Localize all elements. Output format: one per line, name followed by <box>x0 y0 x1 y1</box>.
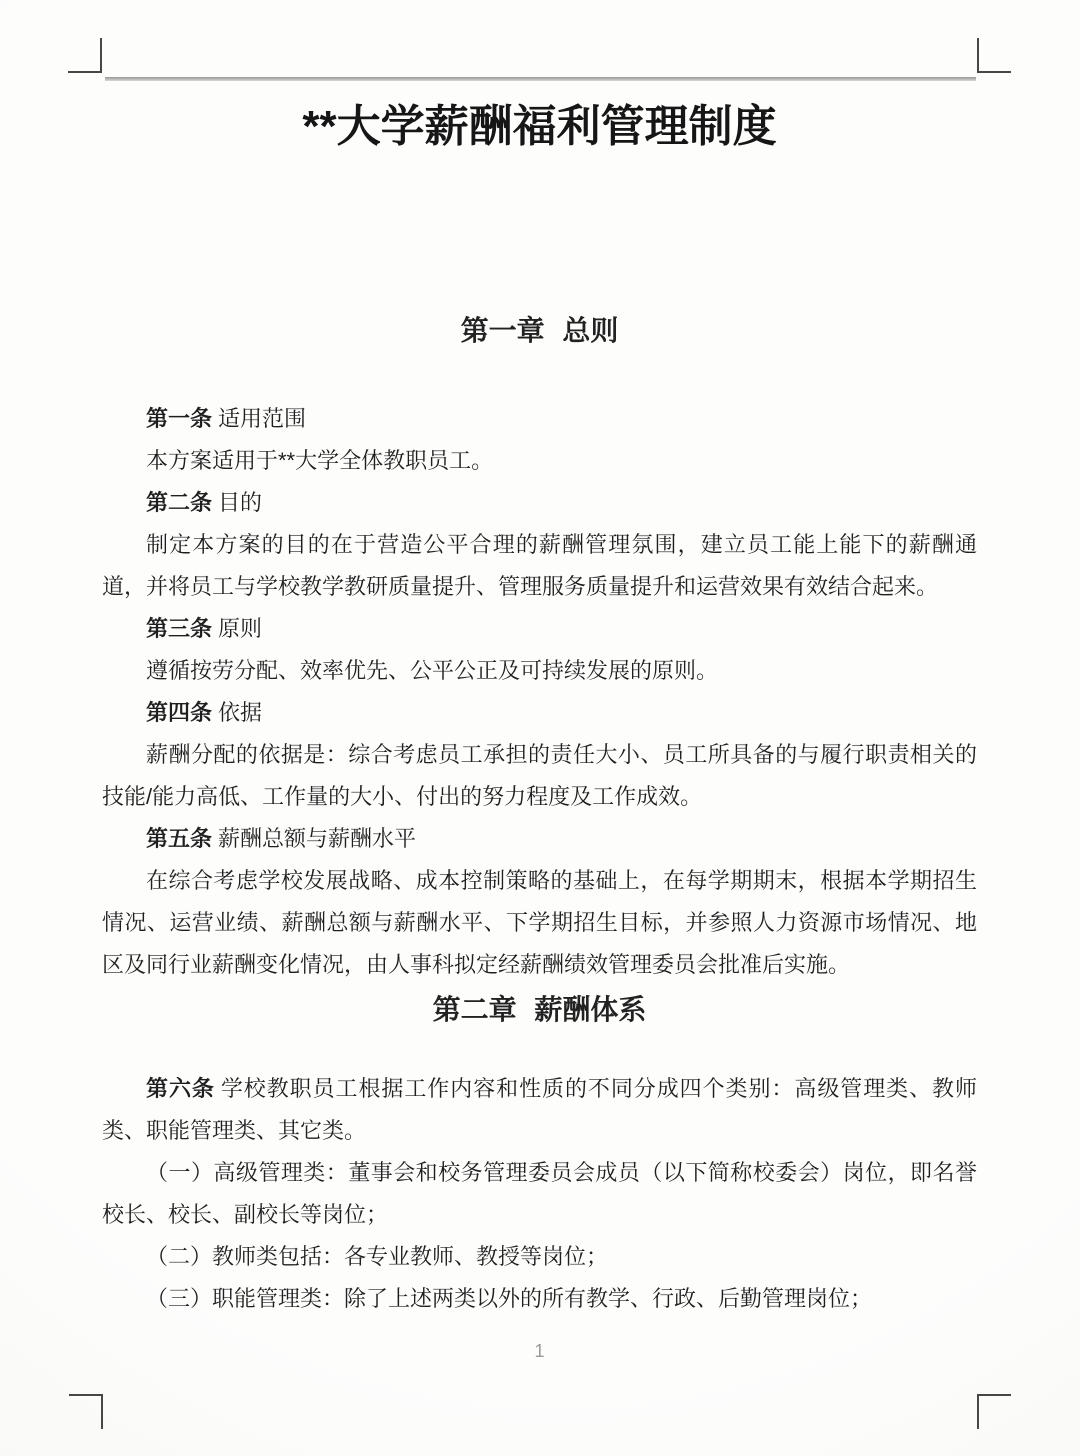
crop-mark-bottom-left <box>69 1394 103 1429</box>
article-4-body: 薪酬分配的依据是：综合考虑员工承担的责任大小、员工所具备的与履行职责相关的技能/能力高低、工作量的大小、付出的努力程度及工作成效。 <box>102 742 977 809</box>
article-2-number: 第二条 <box>146 490 213 515</box>
list-item-1: （一）高级管理类：董事会和校务管理委员会成员（以下简称校委会）岗位，即名誉校长、校长、副校长等岗位； <box>102 1160 977 1227</box>
crop-mark-bottom-right <box>977 1394 1011 1429</box>
article-4-number: 第四条 <box>146 700 213 725</box>
article-4-title <box>102 692 977 734</box>
article-6-body-text: 学校教职员工根据工作内容和性质的不同分成四个类别：高级管理类、教师类、职能管理类、其它类。 <box>102 1076 977 1143</box>
chapter-1-body <box>102 398 977 986</box>
article-3-number: 第三条 <box>146 616 213 641</box>
list-item-2: （二）教师类包括：各专业教师、教授等岗位； <box>146 1244 609 1269</box>
list-item-3: （三）职能管理类：除了上述两类以外的所有教学、行政、后勤管理岗位； <box>146 1286 873 1311</box>
article-2-title <box>102 482 977 524</box>
article-1-title <box>102 398 977 440</box>
crop-mark-top-right <box>977 38 1011 73</box>
article-6-title <box>102 1068 977 1152</box>
article-3-title <box>102 608 977 650</box>
chapter-1-heading: 第一章 总则 <box>460 315 619 346</box>
chapter-2-body <box>102 1068 977 1320</box>
page-number: 1 <box>534 1341 545 1361</box>
article-6-number: 第六条 <box>146 1076 215 1101</box>
article-5-title <box>102 818 977 860</box>
article-1-title-text: 适用范围 <box>218 406 307 431</box>
document-title: **大学薪酬福利管理制度 <box>302 102 777 151</box>
crop-mark-top-left <box>68 38 102 73</box>
article-1-number: 第一条 <box>146 406 213 431</box>
article-5-body: 在综合考虑学校发展战略、成本控制策略的基础上，在每学期期末，根据本学期招生情况、运营业绩、薪酬总额与薪酬水平、下学期招生目标，并参照人力资源市场情况、地区及同行业薪酬变化情况，由人事科拟定经薪酬绩效管理委员会批准后实施。 <box>102 868 977 977</box>
article-5-title-text: 薪酬总额与薪酬水平 <box>218 826 417 851</box>
article-3-body: 遵循按劳分配、效率优先、公平公正及可持续发展的原则。 <box>146 658 719 683</box>
article-3-title-text: 原则 <box>218 616 263 641</box>
article-1-body: 本方案适用于**大学全体教职员工。 <box>146 448 494 473</box>
article-2-body: 制定本方案的目的在于营造公平合理的薪酬管理氛围，建立员工能上能下的薪酬通道，并将员工与学校教学教研质量提升、管理服务质量提升和运营效果有效结合起来。 <box>102 532 977 599</box>
article-2-title-text: 目的 <box>218 490 263 515</box>
article-5-number: 第五条 <box>146 826 213 851</box>
chapter-2-heading: 第二章 薪酬体系 <box>432 994 647 1025</box>
article-4-title-text: 依据 <box>218 700 263 725</box>
document-content <box>102 0 977 1362</box>
